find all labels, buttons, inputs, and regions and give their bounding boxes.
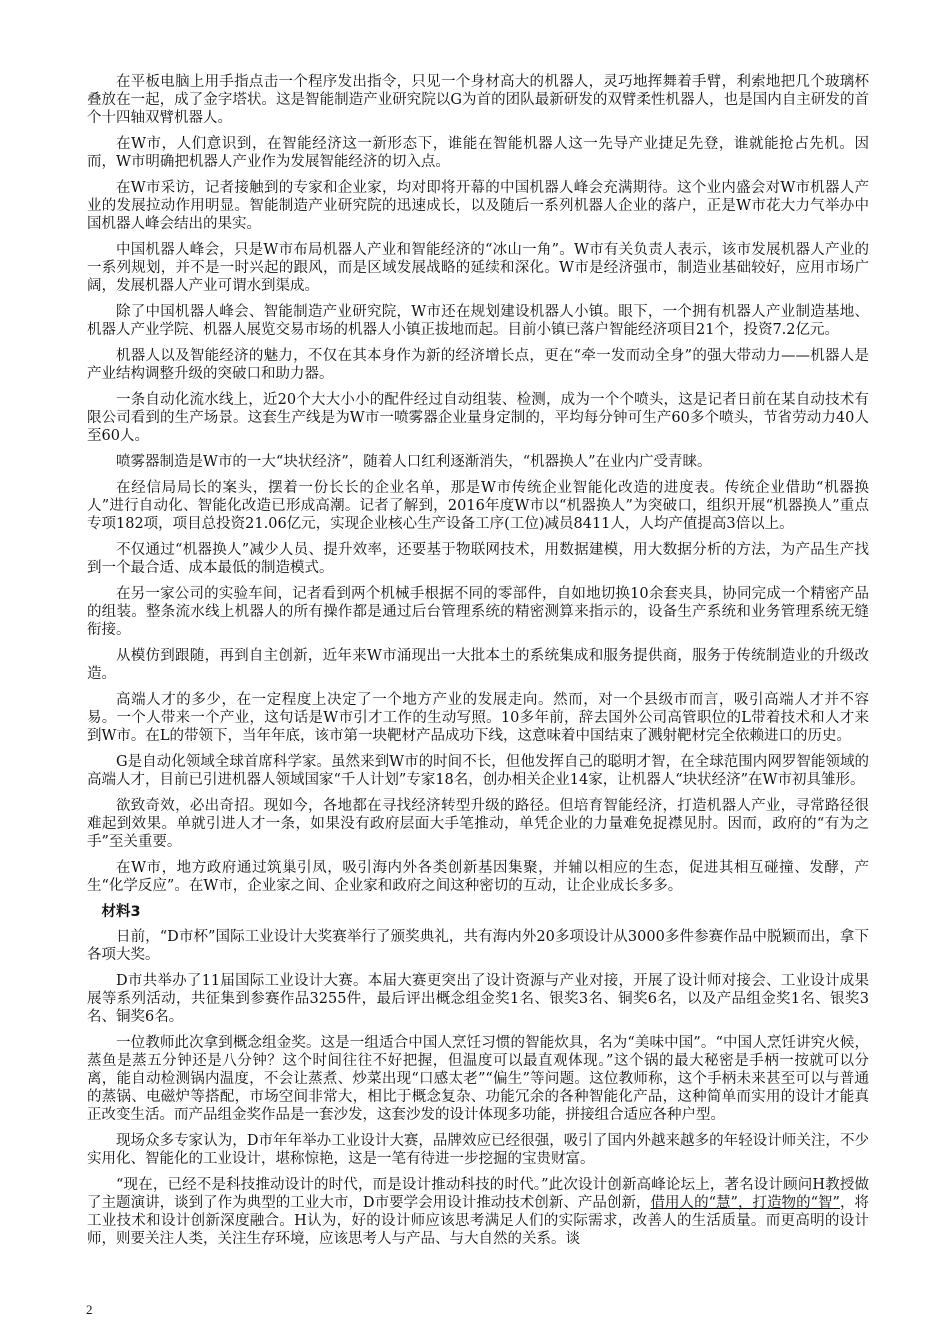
paragraph: 不仅通过“机器换人”减少人员、提升效率，还要基于物联网技术，用数据建模，用大数据分析的方法，为产品生产找到一个最合适、成本最低的制造模式。 (87, 542, 869, 576)
page-number: 2 (86, 1302, 93, 1317)
paragraph: 现场众多专家认为，D市年年举办工业设计大赛，品牌效应已经很强，吸引了国内外越来越多的年轻设计师关注，不少实用化、智能化的工业设计，堪称惊艳，这是一笔有待进一步挖掘的宝贵财富。 (87, 1133, 869, 1167)
paragraph: 在W市采访，记者接触到的专家和企业家，均对即将开幕的中国机器人峰会充满期待。这个业内盛会对W市机器人产业的发展拉动作用明显。智能制造产业研究院的迅速成长，以及随后一系列机器人企业的落户，正是W市花大力气举办中国机器人峰会结出的果实。 (87, 180, 869, 232)
paragraph: 喷雾器制造是W市的一大“块状经济”，随着人口红利逐渐消失，“机器换人”在业内广受青睐。 (116, 454, 712, 470)
paragraph: 中国机器人峰会，只是W市布局机器人产业和智能经济的“冰山一角”。W市有关负责人表示，该市发展机器人产业的一系列规划，并不是一时兴起的跟风，而是区域发展战略的延续和深化。W市是经济强市，制造业基础较好，应用市场广阔，发展机器人产业可谓水到渠成。 (87, 242, 869, 294)
paragraph: 一条自动化流水线上，近20个大大小小的配件经过自动组装、检测，成为一个个喷头，这是记者日前在某自动技术有限公司看到的生产场景。这套生产线是为W市一喷雾器企业量身定制的，平均每分钟可生产60多个喷头，节省劳动力40人至60人。 (87, 392, 869, 444)
paragraph: 从模仿到跟随，再到自主创新，近年来W市涌现出一大批本土的系统集成和服务提供商，服务于传统制造业的升级改造。 (87, 648, 869, 682)
paragraph: 一位教师此次拿到概念组金奖。这是一组适合中国人烹饪习惯的智能炊具，名为“美味中国”。“中国人烹饪讲究火候，蒸鱼是蒸五分钟还是八分钟？这个时间往往不好把握，但温度可以最直观体现。”这个锅的最大秘密是手柄一按就可以分离，能自动检测锅内温度，不会让蒸煮、炒菜出现“口感太老”“偏生”等问题。这位教师称，这个手柄未来甚至可以与普通的蒸锅、电磁炉等搭配，市场空间非常大，相比于概念复杂、功能冗余的各种智能化产品，这种简单而实用的设计才能真正改变生活。而产品组金奖作品是一套沙发，这套沙发的设计体现多功能，拼接组合适应各种户型。 (87, 1035, 869, 1123)
paragraph: 在另一家公司的实验车间，记者看到两个机械手根据不同的零部件，自如地切换10余套夹具，协同完成一个精密产品的组装。整条流水线上机器人的所有操作都是通过后台管理系统的精密测算来指示的，设备生产系统和业务管理系统无缝衔接。 (87, 586, 869, 638)
paragraph: D市共举办了11届国际工业设计大赛。本届大赛更突出了设计资源与产业对接，开展了设计师对接会、工业设计成果展等系列活动，共征集到参赛作品3255件，最后评出概念组金奖1名、银奖3名、铜奖6名，以及产品组金奖1名、银奖3名、铜奖6名。 (87, 973, 869, 1025)
document-body (87, 73, 869, 1256)
section-heading: 材料3 (101, 904, 141, 920)
paragraph: 在W市，地方政府通过筑巢引凤，吸引海内外各类创新基因集聚，并辅以相应的生态，促进其相互碰撞、发酵，产生“化学反应”。在W市，企业家之间、企业家和政府之间这种密切的互动，让企业成长多多。 (87, 860, 869, 894)
paragraph: 在平板电脑上用手指点击一个程序发出指令，只见一个身材高大的机器人，灵巧地挥舞着手臂，利索地把几个玻璃杯叠放在一起，成了金字塔状。这是智能制造产业研究院以G为首的团队最新研发的双臂柔性机器人，也是国内自主研发的首个十四轴双臂机器人。 (87, 74, 869, 126)
paragraph: 高端人才的多少，在一定程度上决定了一个地方产业的发展走向。然而，对一个县级市而言，吸引高端人才并不容易。一个人带来一个产业，这句话是W市引才工作的生动写照。10多年前，辞去国外公司高管职位的L带着技术和人才来到W市。在L的带领下，当年年底，该市第一块靶材产品成功下线，这意味着中国结束了溅射靶材完全依赖进口的历史。 (87, 692, 869, 744)
paragraph: 日前，“D市杯”国际工业设计大奖赛举行了颁奖典礼，共有海内外20多项设计从3000多件参赛作品中脱颖而出，拿下各项大奖。 (87, 929, 869, 963)
underlined-phrase: 借用人的“慧”，打造物的“智” (650, 1195, 840, 1211)
paragraph: 在经信局局长的案头，摆着一份长长的企业名单，那是W市传统企业智能化改造的进度表。传统企业借助“机器换人”进行自动化、智能化改造已形成高潮。记者了解到，2016年度W市以“机器换人”为突破口，组织开展“机器换人”重点专项182项，项目总投资21.06亿元，实现企业核心生产设备工序(工位)减员8411人，人均产值提高3倍以上。 (87, 480, 869, 532)
paragraph: 除了中国机器人峰会、智能制造产业研究院，W市还在规划建设机器人小镇。眼下，一个拥有机器人产业制造基地、机器人产业学院、机器人展览交易市场的机器人小镇正拔地而起。目前小镇已落户智能经济项目21个，投资7.2亿元。 (87, 304, 869, 338)
paragraph: 欲致奇效，必出奇招。现如今，各地都在寻找经济转型升级的路径。但培育智能经济，打造机器人产业，寻常路径很难起到效果。单就引进人才一条，如果没有政府层面大手笔推动，单凭企业的力量难免捉襟见肘。因而，政府的“有为之手”至关重要。 (87, 798, 869, 850)
final-paragraph-part2: ，将工业技术和设计创新深度融合。H认为，好的设计师应该思考满足人们的实际需求，改善人的生活质量。而更高明的设计师，则要关注人类，关注生存环境，应该思考人与产品、与大自然的关系。谈 (87, 1195, 870, 1247)
paragraph: G是自动化领域全球首席科学家。虽然来到W市的时间不长，但他发挥自己的聪明才智，在全球范围内网罗智能领域的高端人才，目前已引进机器人领域国家“千人计划”专家18名，创办相关企业14家，让机器人“块状经济”在W市初具雏形。 (87, 754, 869, 788)
paragraph-group-before (87, 73, 869, 895)
final-paragraph (87, 1176, 869, 1248)
paragraph: 在W市，人们意识到，在智能经济这一新形态下，谁能在智能机器人这一先导产业捷足先登，谁就能抢占先机。因而，W市明确把机器人产业作为发展智能经济的切入点。 (87, 136, 869, 170)
final-paragraph-part1: “现在，已经不是科技推动设计的时代，而是设计推动科技的时代。”此次设计创新高峰论坛上，著名设计顾问H教授做了主题演讲，谈到了作为典型的工业大市，D市要学会用设计推动技术创新、产品创新， (87, 1177, 869, 1211)
paragraph: 机器人以及智能经济的魅力，不仅在其本身作为新的经济增长点，更在“牵一发而动全身”的强大带动力——机器人是产业结构调整升级的突破口和助力器。 (87, 348, 869, 382)
paragraph-group-after (87, 928, 869, 1168)
